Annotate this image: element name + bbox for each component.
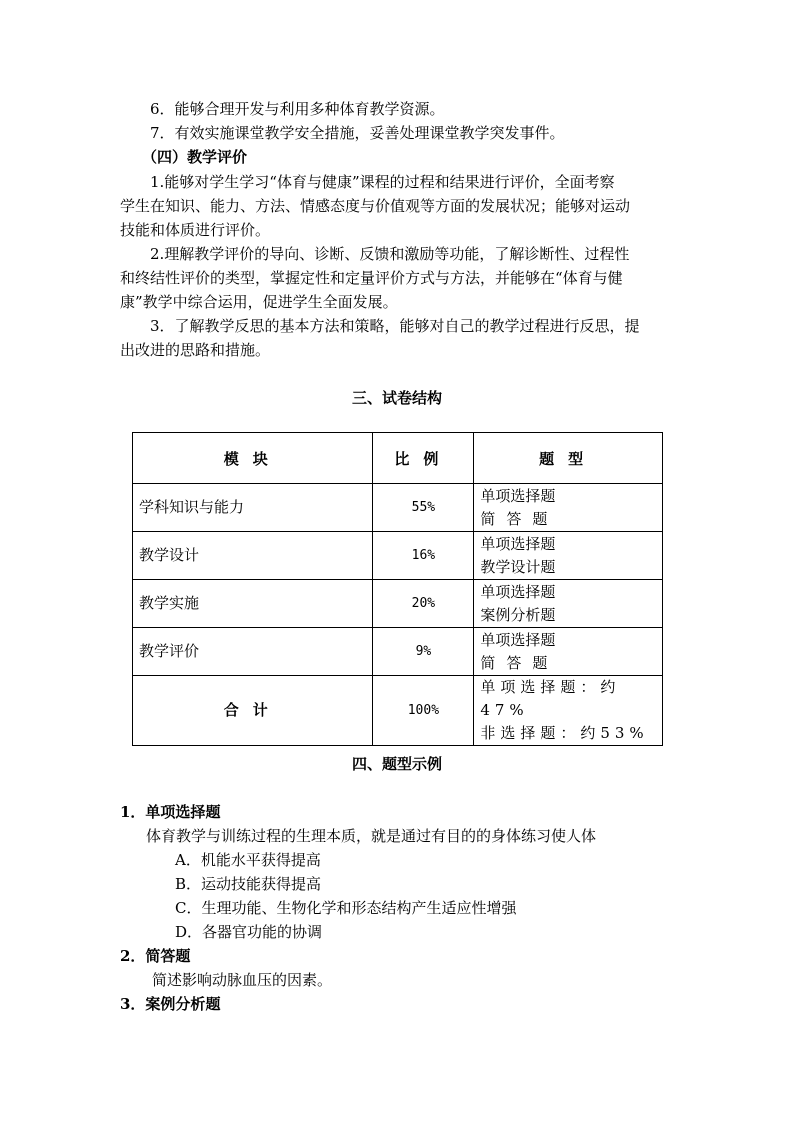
q3-label: 3．案例分析题 xyxy=(120,995,221,1013)
question-type-cell xyxy=(474,532,663,580)
total-type: 单项选择题：约47% xyxy=(480,678,621,719)
q1-label: 1．单项选择题 xyxy=(120,803,221,821)
item-7: 7．有效实施课堂教学安全措施，妥善处理课堂教学突发事件。 xyxy=(150,124,565,142)
total-label-cell: 合计 xyxy=(133,676,373,746)
table-row xyxy=(133,580,663,628)
exam-structure-table xyxy=(132,432,663,746)
section-title-question-examples: 四、题型示例 xyxy=(351,755,442,773)
q2-label: 2．简答题 xyxy=(120,947,191,965)
section-heading-teaching-evaluation: （四）教学评价 xyxy=(142,148,248,166)
percent-cell: 9% xyxy=(373,628,474,676)
total-type: 非选择题：约53% xyxy=(480,724,649,742)
percent-cell: 16% xyxy=(373,532,474,580)
q1-option-c: C．生理功能、生物化学和形态结构产生适应性增强 xyxy=(175,899,517,917)
question-type: 单项选择题 xyxy=(480,486,556,505)
eval-para-1-line-2: 学生在知识、能力、方法、情感态度与价值观等方面的发展状况；能够对运动 xyxy=(120,197,631,215)
question-type-cell xyxy=(474,628,663,676)
table-row xyxy=(133,628,663,676)
question-type-cell xyxy=(474,580,663,628)
table-header-row xyxy=(133,433,663,484)
question-type: 简答题 xyxy=(480,653,559,672)
header-module: 模块 xyxy=(133,433,373,484)
header-question-type: 题型 xyxy=(474,433,663,484)
question-type: 单项选择题 xyxy=(480,534,556,553)
module-cell: 教学评价 xyxy=(133,628,373,676)
eval-para-1-line-3: 技能和体质进行评价。 xyxy=(120,221,271,239)
q1-stem: 体育教学与训练过程的生理本质，就是通过有目的的身体练习使人体 xyxy=(146,827,597,845)
q2-stem: 简述影响动脉血压的因素。 xyxy=(152,971,333,989)
eval-para-3-line-1: 3．了解教学反思的基本方法和策略，能够对自己的教学过程进行反思，提 xyxy=(150,317,640,335)
total-type-cell xyxy=(474,676,663,746)
question-type: 单项选择题 xyxy=(480,630,556,649)
question-type: 简答题 xyxy=(480,509,559,528)
section-title-exam-structure: 三、试卷结构 xyxy=(351,389,442,407)
table-row xyxy=(133,532,663,580)
eval-para-2-line-3: 康”教学中综合运用，促进学生全面发展。 xyxy=(120,293,398,311)
question-type: 教学设计题 xyxy=(480,557,556,576)
question-type-cell xyxy=(474,484,663,532)
module-cell: 学科知识与能力 xyxy=(133,484,373,532)
percent-cell: 20% xyxy=(373,580,474,628)
question-type: 单项选择题 xyxy=(480,582,556,601)
module-cell: 教学实施 xyxy=(133,580,373,628)
module-cell: 教学设计 xyxy=(133,532,373,580)
eval-para-3-line-2: 出改进的思路和措施。 xyxy=(120,341,271,359)
q1-option-b: B．运动技能获得提高 xyxy=(175,875,322,893)
q1-option-a: A．机能水平获得提高 xyxy=(175,851,321,869)
eval-para-2-line-1: 2.理解教学评价的导向、诊断、反馈和激励等功能，了解诊断性、过程性 xyxy=(150,245,630,263)
table-total-row xyxy=(133,676,663,746)
total-percent-cell: 100% xyxy=(373,676,474,746)
q1-option-d: D．各器官功能的协调 xyxy=(175,923,323,941)
table-row xyxy=(133,484,663,532)
percent-cell: 55% xyxy=(373,484,474,532)
question-type: 案例分析题 xyxy=(480,605,556,624)
eval-para-1-line-1: 1.能够对学生学习“体育与健康”课程的过程和结果进行评价，全面考察 xyxy=(150,173,615,191)
header-ratio: 比例 xyxy=(373,433,474,484)
eval-para-2-line-2: 和终结性评价的类型，掌握定性和定量评价方式与方法，并能够在“体育与健 xyxy=(120,269,623,287)
item-6: 6．能够合理开发与利用多种体育教学资源。 xyxy=(150,100,445,118)
